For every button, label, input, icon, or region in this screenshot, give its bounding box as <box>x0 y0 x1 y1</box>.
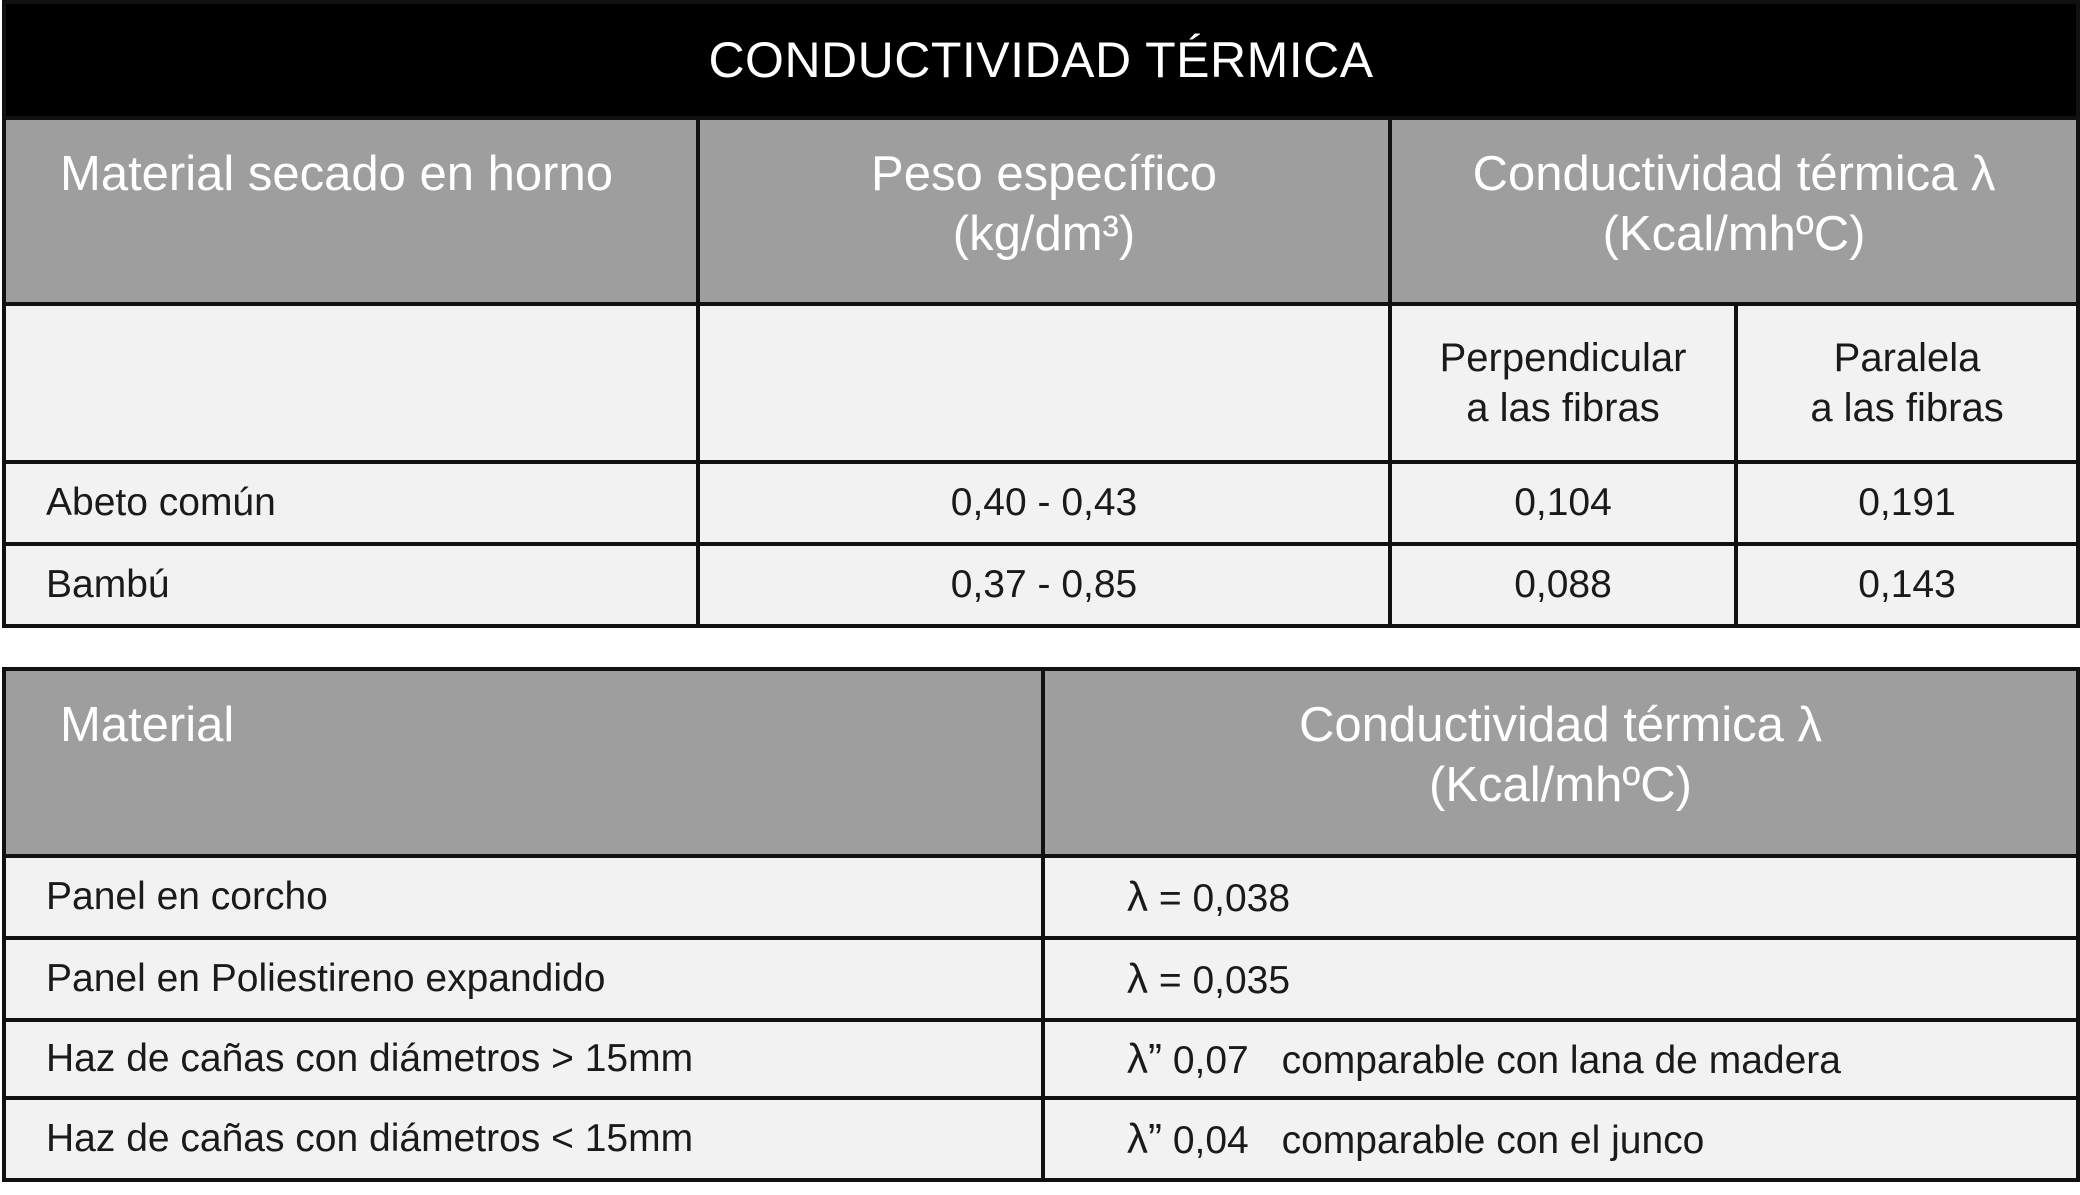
row-perpendicular: 0,088 <box>1390 544 1736 626</box>
lambda-symbol: λ” <box>1127 1115 1162 1162</box>
subheader-perpendicular-line2: a las fibras <box>1466 386 1660 430</box>
header-material-dried <box>4 118 698 304</box>
header-material <box>4 669 1043 856</box>
row-material: Panel en corcho <box>4 856 1043 938</box>
row-perpendicular: 0,104 <box>1390 462 1736 544</box>
row-material: Haz de cañas con diámetros > 15mm <box>4 1020 1043 1098</box>
header-specific-weight-label: Peso específico <box>871 147 1217 201</box>
header-thermal-conductivity-unit: (Kcal/mhºC) <box>1429 758 1692 812</box>
row-material: Bambú <box>4 544 698 626</box>
subheader-empty-weight <box>698 304 1390 462</box>
table-row <box>4 544 2078 626</box>
lambda-symbol: λ” <box>1127 1035 1162 1082</box>
table-row <box>4 462 2078 544</box>
row-conductivity <box>1043 938 2078 1020</box>
header-thermal-conductivity-unit: (Kcal/mhºC) <box>1602 207 1866 261</box>
row-conductivity-value: = 0,035 <box>1158 959 1291 1002</box>
lambda-symbol: λ <box>1127 873 1148 920</box>
row-conductivity-value: 0,07 <box>1172 1039 1249 1082</box>
row-conductivity-note: comparable con lana de madera <box>1281 1039 1841 1082</box>
lambda-symbol: λ <box>1127 955 1148 1002</box>
table-row <box>4 1020 2078 1098</box>
header-thermal-conductivity-label: Conductividad térmica λ <box>1472 147 1996 201</box>
thermal-conductivity-materials-table <box>2 667 2080 1182</box>
row-specific-weight: 0,40 - 0,43 <box>698 462 1390 544</box>
header-thermal-conductivity-label: Conductividad térmica λ <box>1299 698 1822 752</box>
row-parallel: 0,191 <box>1736 462 2078 544</box>
header-thermal-conductivity <box>1043 669 2078 856</box>
subheader-perpendicular-line1: Perpendicular <box>1439 336 1687 380</box>
row-conductivity <box>1043 856 2078 938</box>
row-specific-weight: 0,37 - 0,85 <box>698 544 1390 626</box>
subheader-perpendicular <box>1390 304 1736 462</box>
header-thermal-conductivity <box>1390 118 2078 304</box>
subheader-parallel-line1: Paralela <box>1833 336 1981 380</box>
row-conductivity <box>1043 1020 2078 1098</box>
row-conductivity-value: 0,04 <box>1172 1119 1249 1162</box>
subheader-parallel-line2: a las fibras <box>1810 386 2004 430</box>
table-row <box>4 856 2078 938</box>
table-row <box>4 938 2078 1020</box>
header-specific-weight <box>698 118 1390 304</box>
header-specific-weight-unit: (kg/dm³) <box>952 207 1136 261</box>
table-title: CONDUCTIVIDAD TÉRMICA <box>4 2 2078 118</box>
row-material: Panel en Poliestireno expandido <box>4 938 1043 1020</box>
row-conductivity <box>1043 1098 2078 1180</box>
table-row <box>4 1098 2078 1180</box>
header-material-label: Material <box>60 698 235 752</box>
row-conductivity-note: comparable con el junco <box>1281 1119 1705 1162</box>
row-conductivity-value: = 0,038 <box>1158 877 1291 920</box>
subheader-empty-material <box>4 304 698 462</box>
subheader-parallel <box>1736 304 2078 462</box>
row-material: Haz de cañas con diámetros < 15mm <box>4 1098 1043 1180</box>
row-material: Abeto común <box>4 462 698 544</box>
thermal-conductivity-wood-table <box>2 0 2080 628</box>
header-material-label: Material secado en horno <box>60 147 613 201</box>
row-parallel: 0,143 <box>1736 544 2078 626</box>
